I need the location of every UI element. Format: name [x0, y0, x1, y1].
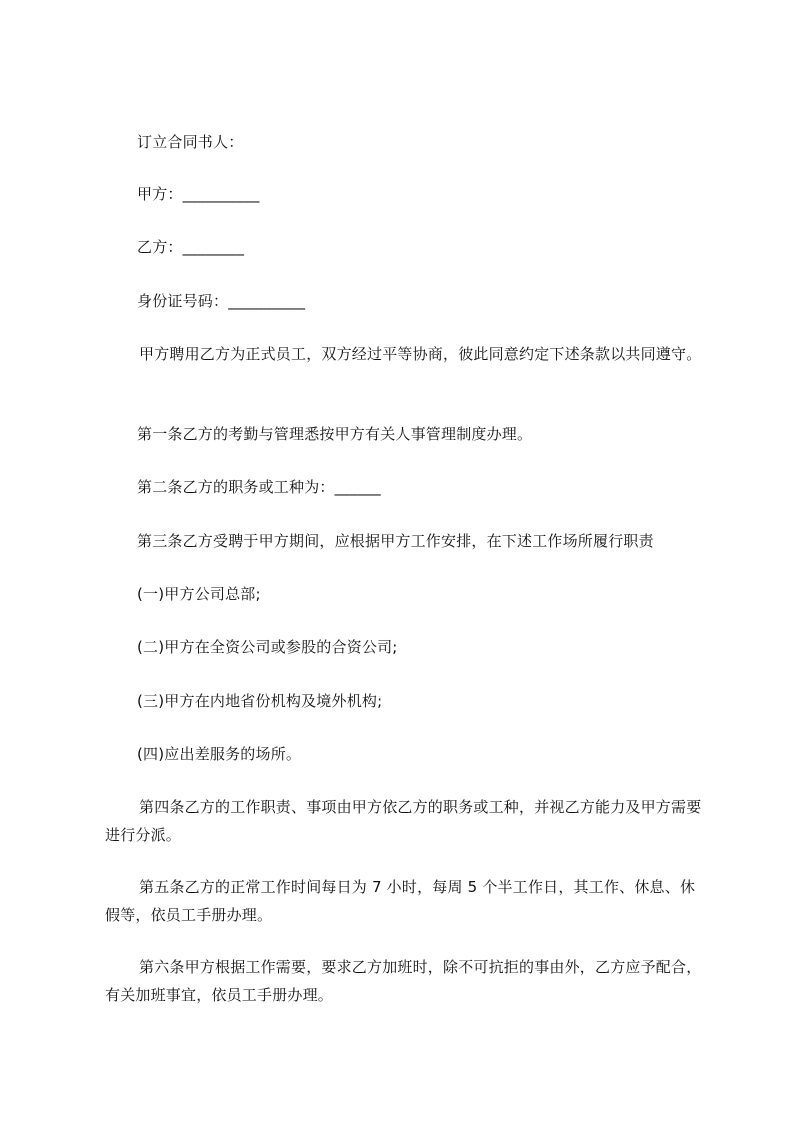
workplace-item-4: (四)应出差服务的场所。	[137, 745, 302, 763]
workplace-item-1: (一)甲方公司总部;	[137, 585, 261, 603]
party-b-field: 乙方：________	[137, 238, 245, 256]
preamble-paragraph: 甲方聘用乙方为正式员工，双方经过平等协商，彼此同意约定下述条款以共同遵守。	[139, 345, 702, 363]
article-4: 第四条乙方的工作职责、事项由甲方依乙方的职务或工种，并视乙方能力及甲方需要进行分派。	[105, 798, 702, 844]
id-number-field: 身份证号码：__________	[137, 292, 306, 310]
article-5: 第五条乙方的正常工作时间每日为 7 小时，每周 5 个半工作日，其工作、休息、休假等，依员工手册办理。	[105, 878, 696, 924]
party-a-field: 甲方：__________	[137, 185, 260, 203]
article-3: 第三条乙方受聘于甲方期间，应根据甲方工作安排，在下述工作场所履行职责	[137, 532, 654, 550]
workplace-item-2: (二)甲方在全资公司或参股的合资公司;	[137, 638, 398, 656]
article-2: 第二条乙方的职务或工种为：______	[137, 478, 381, 496]
workplace-item-3: (三)甲方在内地省份机构及境外机构;	[137, 692, 383, 710]
article-6: 第六条甲方根据工作需要，要求乙方加班时，除不可抗拒的事由外，乙方应予配合，有关加班事宜，依员工手册办理。	[105, 958, 702, 1004]
contract-parties-heading: 订立合同书人：	[137, 133, 244, 151]
article-1: 第一条乙方的考勤与管理悉按甲方有关人事管理制度办理。	[137, 425, 533, 443]
